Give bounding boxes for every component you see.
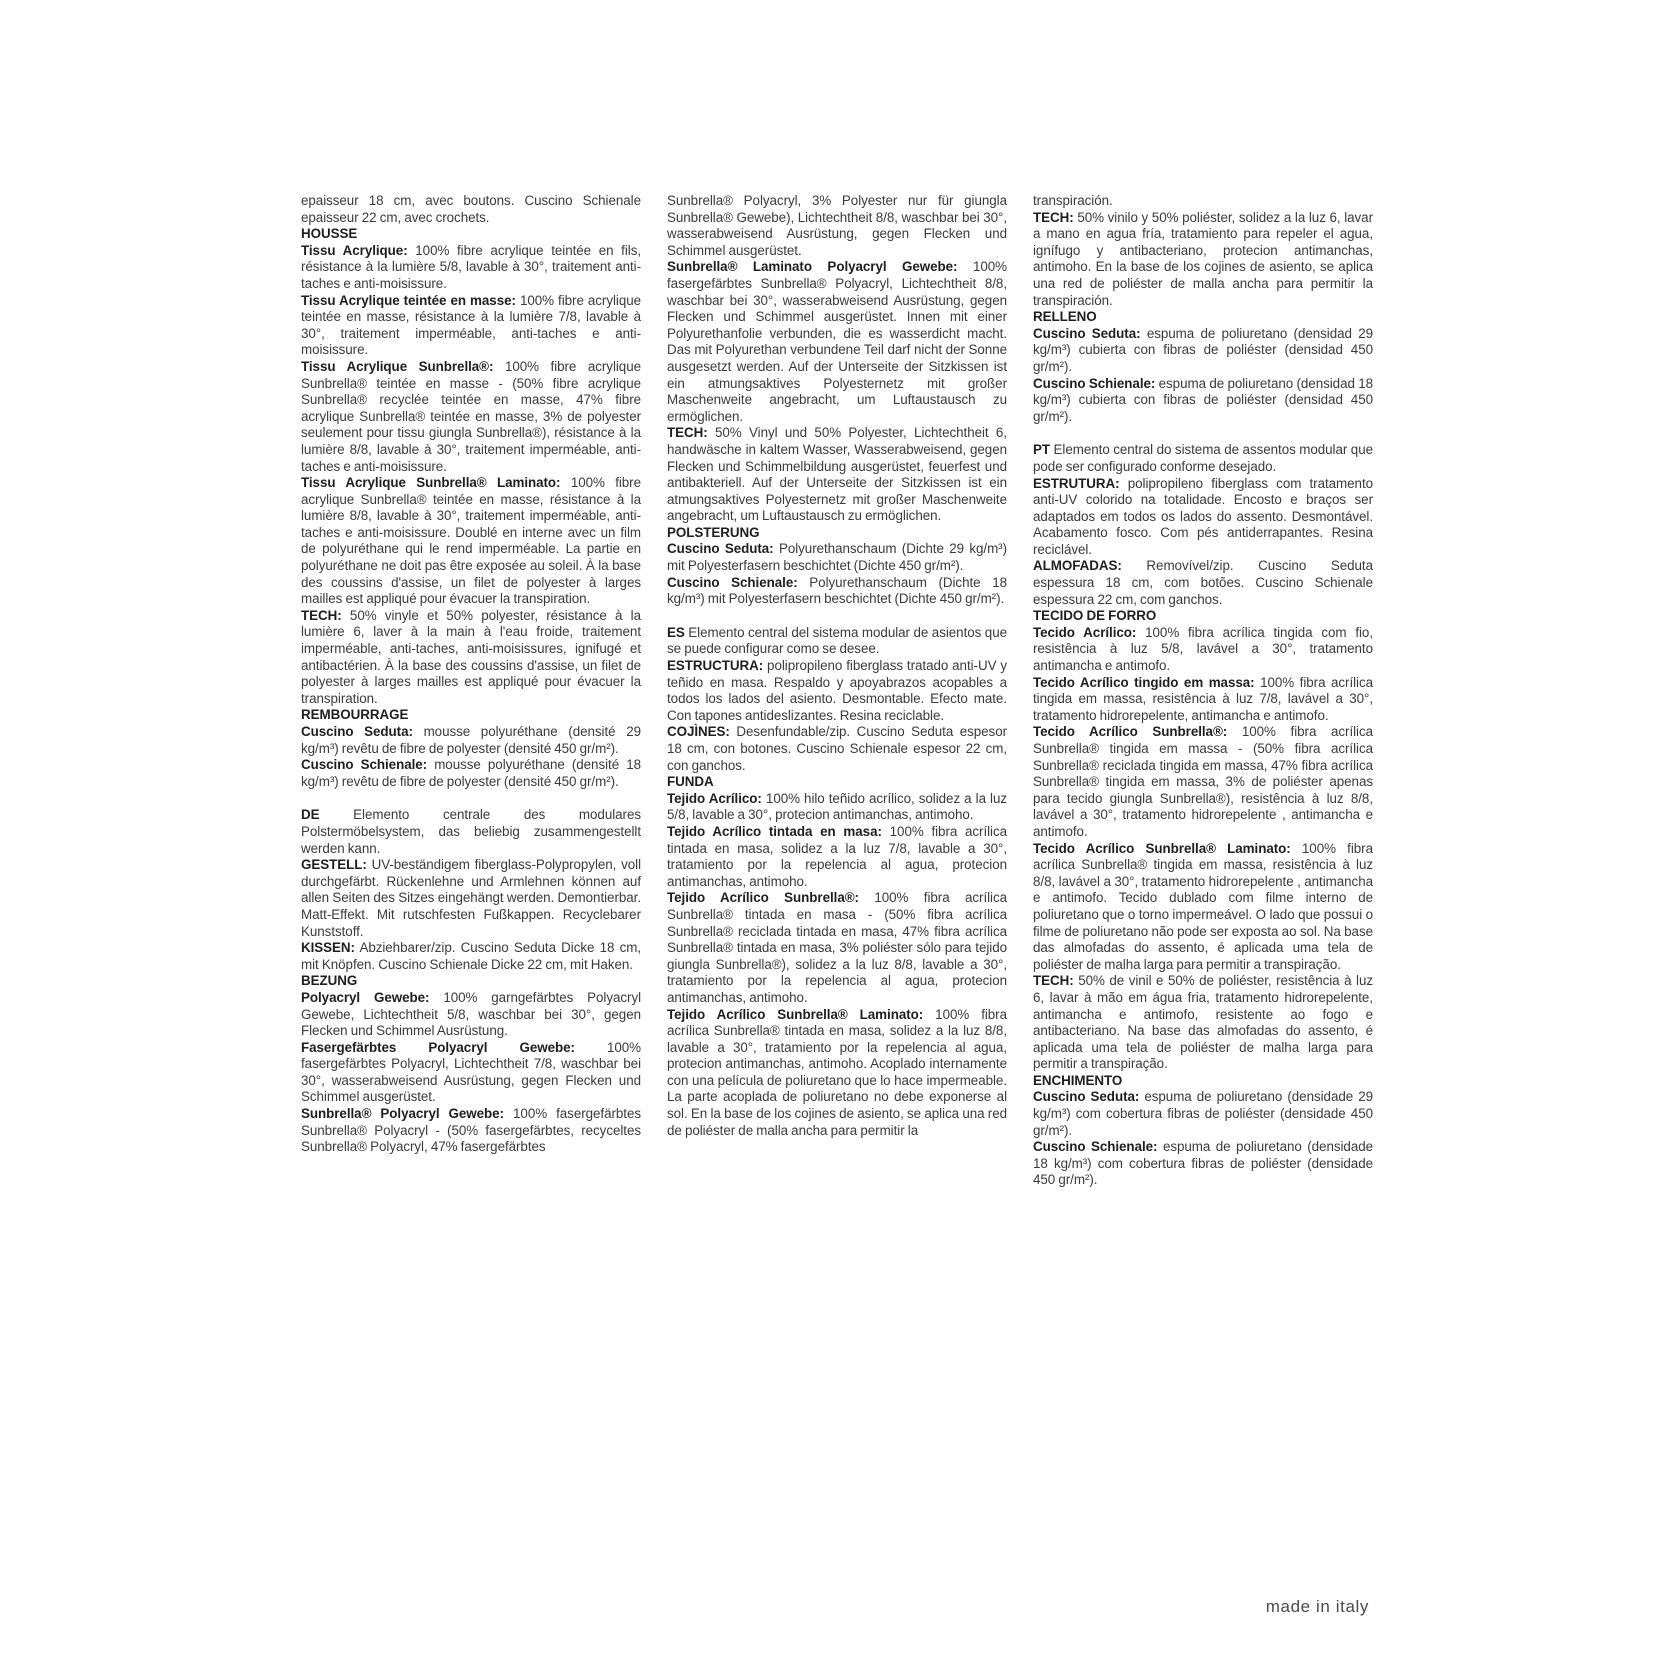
section-heading: HOUSSE: [301, 226, 358, 242]
paragraph: [301, 1040, 641, 1106]
paragraph-text: 100% fibra acrílica tintada en masa, solidez a la luz 7/8, lavable a 30°, tratamiento por la repelencia al agua, protecion antimanchas, antimoho.: [667, 823, 1008, 889]
spec-label: Tissu Acrylique Sunbrella®:: [301, 358, 494, 374]
paragraph-text: Removível/zip. Cuscino Seduta espessura 18 cm, com botões. Cuscino Schienale espessura 22 cm, com ganchos.: [1033, 558, 1374, 607]
spec-label: ESTRUCTURA:: [667, 658, 764, 674]
paragraph-text: polipropileno fiberglass tratado anti-UV y teñido en masa. Respaldo y apoyabrazos acopables a todos los lados del asiento. Desmontable. Efecto mate. Con tapones antideslizantes. Resina reciclable.: [667, 658, 1007, 723]
paragraph: [1033, 376, 1373, 426]
paragraph: [1033, 675, 1373, 725]
paragraph-text: 50% vinilo y 50% poliéster, solidez a la luz 6, lavar a mano en agua fría, tratamiento para repeler el agua, ignífugo y antibacteriano, protecion antimanchas, antimoho. En la base de los cojines de asiento, se aplica una red de poliéster de malla ancha para permitir la transpiración.: [1033, 209, 1373, 308]
paragraph: [301, 193, 641, 226]
paragraph-text: 50% Vinyl und 50% Polyester, Lichtechtheit 6, handwäsche in kaltem Wasser, Wasserabweisend, gegen Flecken und Schimmelbildung ausgerüstet, feuerfest und antibakteriell. Auf der Unterseite der Sitzkissen ist ein atmungsaktives Polyesternetz mit großer Maschenweite angebracht, um Luftaustausch zu ermöglichen.: [667, 425, 1007, 524]
spec-label: Tecido Acrílico tingido em massa:: [1033, 674, 1255, 690]
paragraph: [301, 724, 641, 757]
paragraph-text: Sunbrella® Polyacryl, 3% Polyester nur für giungla Sunbrella® Gewebe), Lichtechtheit 8/8, waschbar bei 30°, wasserabweisend Ausrüstung, gegen Flecken und Schimmel ausgerüstet.: [667, 193, 1007, 258]
spec-label: Tejido Acrílico Sunbrella®:: [667, 890, 859, 906]
spec-label: Tissu Acrylique Sunbrella® Laminato:: [301, 475, 561, 491]
spec-label: Tissu Acrylique:: [301, 242, 408, 258]
spec-label: Fasergefärbtes Polyacryl Gewebe:: [301, 1039, 575, 1055]
spec-label: Tejido Acrílico:: [667, 790, 762, 806]
spec-label: Cuscino Schienale:: [1033, 375, 1156, 391]
paragraph-spacer: [1033, 425, 1373, 442]
section-heading: BEZUNG: [301, 973, 358, 989]
paragraph-text: 100% fibre acrylique Sunbrella® teintée en masse, résistance à la lumière 8/8, lavable à 30°, traitement imperméable, anti-taches e anti-moisissure. Doublé en interne avec un film de polyuréthane qui le rend imperméable. La partie en polyuréthane ne doit pas être exposée au soleil. À la base des coussins d'assise, un filet de polyester à larges mailles est appliqué pour évacuer la transpiration.: [301, 475, 641, 607]
paragraph-text: 100% fasergefärbtes Sunbrella® Polyacryl, Lichtechtheit 8/8, waschbar bei 30°, wasserabweisend Ausrüstung, gegen Flecken und Schimmel ausgerüstet. Innen mit einer Polyurethanfolie verbunden, die es wasserdicht macht. Das mit Polyurethan verbundene Teil darf nicht der Sonne ausgesetzt werden. Auf der Unterseite der Sitzkissen ist ein atmungsaktives Polyesternetz mit großer Maschenweite angebracht, um Luftaustausch zu ermöglichen.: [667, 259, 1007, 424]
paragraph: [667, 658, 1007, 724]
paragraph-text: 100% fibra acrílica Sunbrella® tingida em massa - (50% fibra acrílica Sunbrella® reciclada tingida em massa, 47% fibra acrílica Sunbrella® tingida em massa, 3% de poliéster apenas para tecido giungla Sunbrella®), resistência à luz 8/8, lavável a 30°, tratamento hidrorepelente , antimancha e antimofo.: [1033, 724, 1374, 839]
paragraph: [667, 824, 1007, 890]
paragraph: [301, 608, 641, 708]
paragraph: [301, 243, 641, 293]
paragraph: [1033, 973, 1373, 1073]
paragraph: [301, 359, 641, 475]
paragraph-text: transpiración.: [1033, 193, 1113, 208]
paragraph: [1033, 724, 1373, 840]
paragraph: [301, 990, 641, 1040]
paragraph-text: polipropileno fiberglass com tratamento anti-UV colorido na totalidade. Encosto e braços ser adaptados em todos os lados do assento. Desmontável. Acabamento fosco. Com pés antiderrapantes. Resina reciclável.: [1033, 475, 1374, 557]
language-code: DE: [301, 807, 320, 823]
paragraph: [667, 890, 1007, 1006]
paragraph-text: 100% fasergefärbtes Sunbrella® Polyacryl - (50% fasergefärbtes, recyceltes Sunbrella® Polyacryl, 47% fasergefärbtes: [301, 1106, 642, 1155]
spec-label: TECH:: [1033, 973, 1074, 989]
spec-label: Tecido Acrílico Sunbrella®:: [1033, 724, 1228, 740]
spec-label: Tecido Acrílico Sunbrella® Laminato:: [1033, 840, 1291, 856]
section-heading: TECIDO DE FORRO: [1033, 608, 1157, 624]
paragraph-text: 50% de vinil e 50% de poliéster, resistência à luz 6, lavar à mão em água fria, tratamento hidrorepelente, antimancha e antimofo, resistente ao fogo e antibacteriano. Na base das almofadas do assento, é aplicada uma tela de poliéster de malha larga para permitir a transpiração.: [1033, 973, 1373, 1072]
section-heading: POLSTERUNG: [667, 524, 760, 540]
paragraph: [1033, 210, 1373, 310]
spec-label: COJÌNES:: [667, 724, 730, 740]
paragraph: [1033, 558, 1373, 608]
spec-label: ESTRUTURA:: [1033, 475, 1120, 491]
language-code: PT: [1033, 442, 1051, 458]
spec-label: Tissu Acrylique teintée en masse:: [301, 292, 516, 308]
paragraph-text: Elemento central del sistema modular de asientos que se puede configurar como se desee.: [667, 624, 1007, 657]
spec-label: Tejido Acrílico tintada en masa:: [667, 823, 882, 839]
paragraph: [301, 293, 641, 359]
paragraph: [667, 575, 1007, 608]
paragraph: [667, 425, 1007, 525]
paragraph-text: 100% fasergefärbtes Polyacryl, Lichtechtheit 7/8, waschbar bei 30°, wasserabweisend Ausrüstung, gegen Flecken und Schimmel ausgerüstet.: [301, 1039, 642, 1105]
spec-label: Cuscino Seduta:: [1033, 1089, 1140, 1105]
paragraph-text: epaisseur 18 cm, avec boutons. Cuscino Schienale epaisseur 22 cm, avec crochets.: [301, 193, 641, 225]
spec-label: TECH:: [301, 607, 342, 623]
paragraph: [301, 940, 641, 973]
text-column-3: [1033, 193, 1373, 1189]
paragraph: [667, 791, 1007, 824]
paragraph-text: mousse polyuréthane (densité 29 kg/m³) revêtu de fibre de polyester (densité 450 gr/m²).: [301, 724, 641, 756]
spec-label: Cuscino Seduta:: [1033, 325, 1141, 341]
paragraph-text: espuma de poliuretano (densidade 29 kg/m³) com cobertura fibras de poliéster (densidade 450 gr/m²).: [1033, 1089, 1373, 1138]
paragraph-text: 100% fibre acrylique Sunbrella® teintée en masse - (50% fibre acrylique Sunbrella® recyclée teintée en masse, 47% fibre acrylique Sunbrella® teintée en masse, 3% de polyester seulement pour tissu giungla Sunbrella®), résistance à la lumière 8/8, lavable à 30°, traitement imperméable, anti-taches e anti-moisissure.: [301, 358, 641, 474]
paragraph: [1033, 1139, 1373, 1189]
paragraph-text: 100% fibra acrílica Sunbrella® tingida em massa, resistência à luz 8/8, lavável a 30°, tratamento hidrorepelente , antimancha e antimofo. Tecido dublado com filme interno de poliuretano que o torno impermeável. O lado que possui o filme de poliuretano não pode ser exposta ao sol. Na base das almofadas do assento, é aplicada uma tela de poliéster de malha larga para permitir a transpiração.: [1033, 840, 1373, 972]
paragraph: [1033, 476, 1373, 559]
spec-label: KISSEN:: [301, 940, 355, 956]
text-column-1: [301, 193, 641, 1156]
language-code: ES: [667, 624, 685, 640]
spec-label: Cuscino Schienale:: [301, 757, 428, 773]
spec-label: Cuscino Seduta:: [301, 724, 413, 739]
spec-label: TECH:: [1033, 209, 1074, 225]
paragraph: [667, 193, 1007, 259]
paragraph-text: 100% fibra acrílica Sunbrella® tintada en masa - (50% fibra acrílica Sunbrella® reciclada tintada en masa, 47% fibra acrílica Sunbrella® tintada en masa, 3% poliéster sólo para tejido giungla Sunbrella®), solidez a la luz 8/8, lavable a 30°, tratamiento por la repelencia al agua, protecion antimanchas, antimoho.: [667, 890, 1008, 1005]
paragraph: [667, 541, 1007, 574]
spec-label: Sunbrella® Polyacryl Gewebe:: [301, 1106, 504, 1122]
paragraph: [1033, 1089, 1373, 1139]
paragraph: [667, 1007, 1007, 1140]
paragraph-spacer: [667, 608, 1007, 625]
paragraph-text: 100% fibre acrylique teintée en fils, résistance à la lumière 5/8, lavable à 30°, traitement anti-taches e anti-moisissure.: [301, 242, 642, 291]
paragraph-text: Abziehbarer/zip. Cuscino Seduta Dicke 18 cm, mit Knöpfen. Cuscino Schienale Dicke 22 cm, mit Haken.: [301, 940, 641, 972]
spec-label: TECH:: [667, 425, 708, 441]
section-heading: FUNDA: [667, 774, 714, 790]
spec-label: Sunbrella® Laminato Polyacryl Gewebe:: [667, 259, 958, 275]
paragraph-text: Polyurethanschaum (Dichte 18 kg/m³) mit Polyesterfasern beschichtet (Dichte 450 gr/m²).: [667, 574, 1007, 607]
paragraph-text: espuma de poliuretano (densidad 18 kg/m³) cubierta con fibras de poliéster (densidad 450 gr/m²).: [1033, 375, 1374, 424]
paragraph: [1033, 841, 1373, 974]
paragraph-spacer: [301, 790, 641, 807]
paragraph-text: Elemento centrale des modulares Polstermöbelsystem, das beliebig zusammengestellt werden kann.: [301, 807, 641, 856]
paragraph: [1033, 193, 1373, 210]
text-column-2: [667, 193, 1007, 1139]
spec-label: Cuscino Seduta:: [667, 541, 774, 557]
paragraph-text: Elemento central do sistema de assentos modular que pode ser configurado conforme desejado.: [1033, 442, 1374, 474]
spec-label: ALMOFADAS:: [1033, 558, 1122, 574]
spec-label: GESTELL:: [301, 857, 367, 873]
paragraph: [301, 857, 641, 940]
paragraph-text: espuma de poliuretano (densidade 18 kg/m³) com cobertura fibras de poliéster (densidade 450 gr/m²).: [1033, 1139, 1374, 1188]
spec-label: Tecido Acrílico:: [1033, 624, 1137, 640]
made-in-italy-footer: made in italy: [1265, 1597, 1369, 1616]
spec-label: Cuscino Schienale:: [1033, 1139, 1158, 1155]
paragraph-text: UV-beständigem fiberglass-Polypropylen, voll durchgefärbt. Rückenlehne und Armlehnen können auf allen Seiten des Sitzes eingehängt werden. Demontierbar. Matt-Effekt. Mit rutschfesten Fußkappen. Recyclebarer Kunststoff.: [301, 857, 641, 939]
paragraph-text: Polyurethanschaum (Dichte 29 kg/m³) mit Polyesterfasern beschichtet (Dichte 450 gr/m²).: [667, 541, 1008, 574]
paragraph-text: 100% fibre acrylique teintée en masse, résistance à la lumière 7/8, lavable à 30°, traitement imperméable, anti-taches e anti-moisissure.: [301, 292, 642, 358]
paragraph: [1033, 625, 1373, 675]
paragraph-text: mousse polyuréthane (densité 18 kg/m³) revêtu de fibre de polyester (densité 450 gr/m²).: [301, 757, 642, 789]
paragraph: [1033, 442, 1373, 475]
section-heading: RELLENO: [1033, 309, 1097, 325]
paragraph-text: Desenfundable/zip. Cuscino Seduta espesor 18 cm, con botones. Cuscino Schienale espesor 22 cm, con ganchos.: [667, 724, 1007, 773]
paragraph-text: 50% vinyle et 50% polyester, résistance à la lumière 6, laver à la main à l'eau froide, traitement imperméable, anti-taches, anti-moisissures, ignifugé et antibactérien. À la base des coussins d'assise, un filet de polyester à larges mailles est appliqué pour évacuer la transpiration.: [301, 607, 642, 706]
paragraph: [667, 724, 1007, 774]
paragraph: [301, 1106, 641, 1156]
paragraph-text: 100% fibra acrílica tingida com fio, resistência à luz 5/8, lavável a 30°, tratamento antimancha e antimofo.: [1033, 624, 1373, 674]
section-heading: ENCHIMENTO: [1033, 1072, 1123, 1088]
paragraph: [301, 757, 641, 790]
spec-label: Polyacryl Gewebe:: [301, 989, 430, 1005]
spec-label: Tejido Acrílico Sunbrella® Laminato:: [667, 1006, 924, 1022]
paragraph-text: 100% fibra acrílica tingida em massa, resistência à luz 7/8, lavável a 30°, tratamento hidrorepelente, antimancha e antimofo.: [1033, 674, 1374, 723]
section-heading: REMBOURRAGE: [301, 707, 409, 723]
paragraph: [301, 475, 641, 608]
paragraph-text: 100% hilo teñido acrílico, solidez a la luz 5/8, lavable a 30°, protecion antimanchas, antimoho.: [667, 790, 1008, 823]
paragraph: [301, 807, 641, 857]
paragraph: [667, 625, 1007, 658]
paragraph-text: 100% fibra acrílica Sunbrella® tintada en masa, solidez a la luz 8/8, lavable a 30°, tratamiento por la repelencia al agua, protecion antimanchas, antimoho. Acoplado internamente con una película de poliuretano que lo hace impermeable. La parte acoplada de poliuretano no debe exponerse al sol. En la base de los cojines de asiento, se aplica una red de poliéster de malla ancha para permitir la: [667, 1006, 1007, 1138]
paragraph: [667, 259, 1007, 425]
paragraph: [1033, 326, 1373, 376]
paragraph-text: 100% garngefärbtes Polyacryl Gewebe, Lichtechtheit 5/8, waschbar bei 30°, gegen Flecken und Schimmel Ausrüstung.: [301, 989, 642, 1039]
paragraph-text: espuma de poliuretano (densidad 29 kg/m³) cubierta con fibras de poliéster (densidad 450 gr/m²).: [1033, 325, 1374, 374]
spec-label: Cuscino Schienale:: [667, 574, 798, 590]
